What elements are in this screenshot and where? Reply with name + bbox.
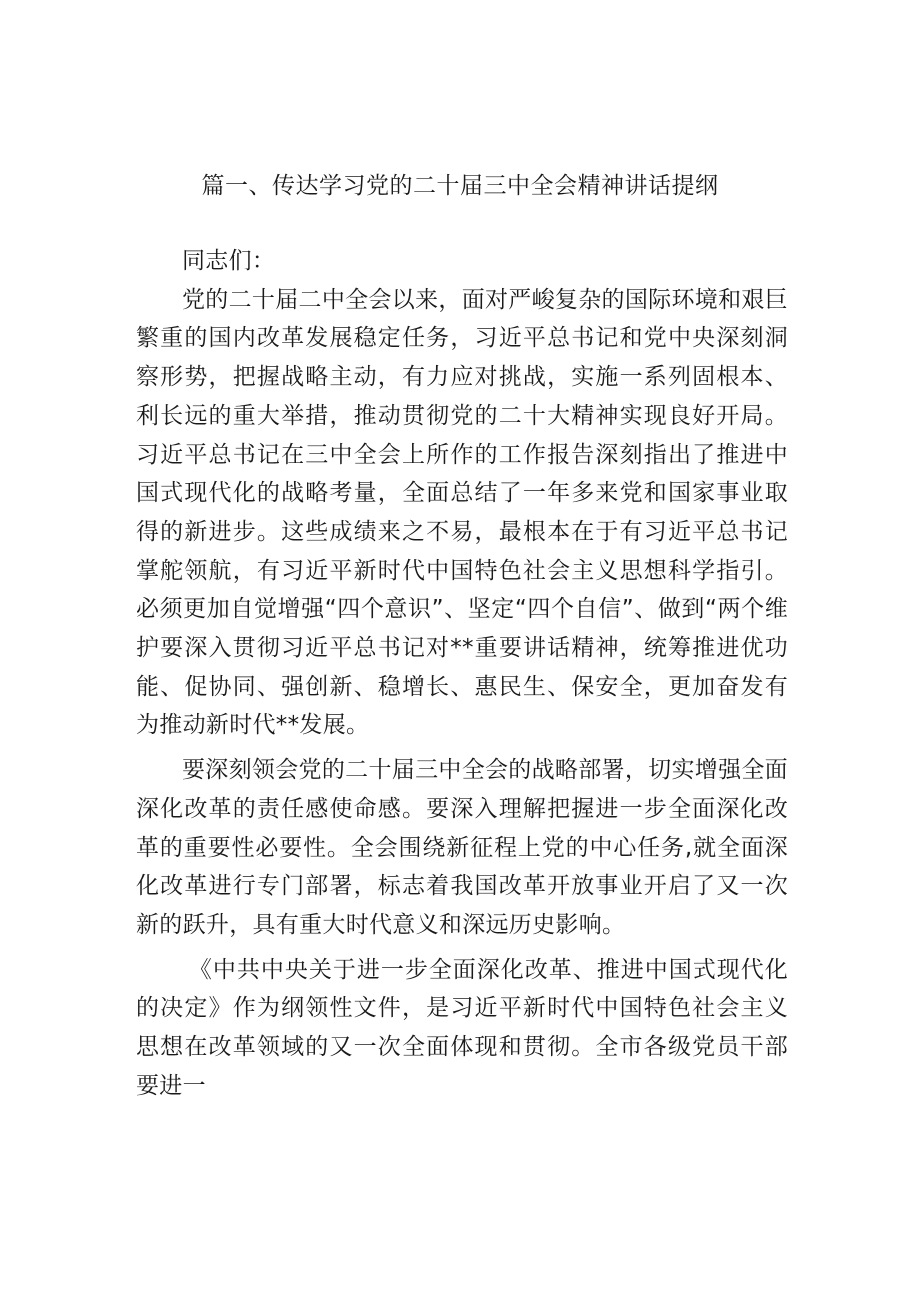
paragraph-3: 《中共中央关于进一步全面深化改革、推进中国式现代化的决定》作为纲领性文件，是习近平新时代中国特色社会主义思想在改革领域的又一次全面体现和贯彻。全市各级党员干部要进一 <box>136 956 788 1099</box>
document-title: 篇一、传达学习党的二十届三中全会精神讲话提纲 <box>201 173 719 199</box>
paragraph-2: 要深刻领会党的二十届三中全会的战略部署，切实增强全面深化改革的责任感使命感。要深入理解把握进一步全面深化改革的重要性必要性。全会围绕新征程上党的中心任务,就全面深化改革进行专门部署，标志着我国改革开放事业开启了又一次新的跃升，具有重大时代意义和深远历史影响。 <box>136 757 788 938</box>
salutation: 同志们： <box>182 248 276 274</box>
document-body <box>136 242 788 1109</box>
paragraph-1: 党的二十届二中全会以来，面对严峻复杂的国际环境和艰巨繁重的国内改革发展稳定任务，习近平总书记和党中央深刻洞察形势，把握战略主动，有力应对挑战，实施一系列固根本、利长远的重大举措，推动贯彻党的二十大精神实现良好开局。习近平总书记在三中全会上所作的工作报告深刻指出了推进中国式现代化的战略考量，全面总结了一年多来党和国家事业取得的新进步。这些成绩来之不易，最根本在于有习近平总书记掌舵领航，有习近平新时代中国特色社会主义思想科学指引。必须更加自觉增强“四个意识”、坚定“四个自信”、做到“两个维护要深入贯彻习近平总书记对**重要讲话精神，统筹推进优功能、促协同、强创新、稳增长、惠民生、保安全，更加奋发有为推动新时代**发展。 <box>136 286 788 739</box>
